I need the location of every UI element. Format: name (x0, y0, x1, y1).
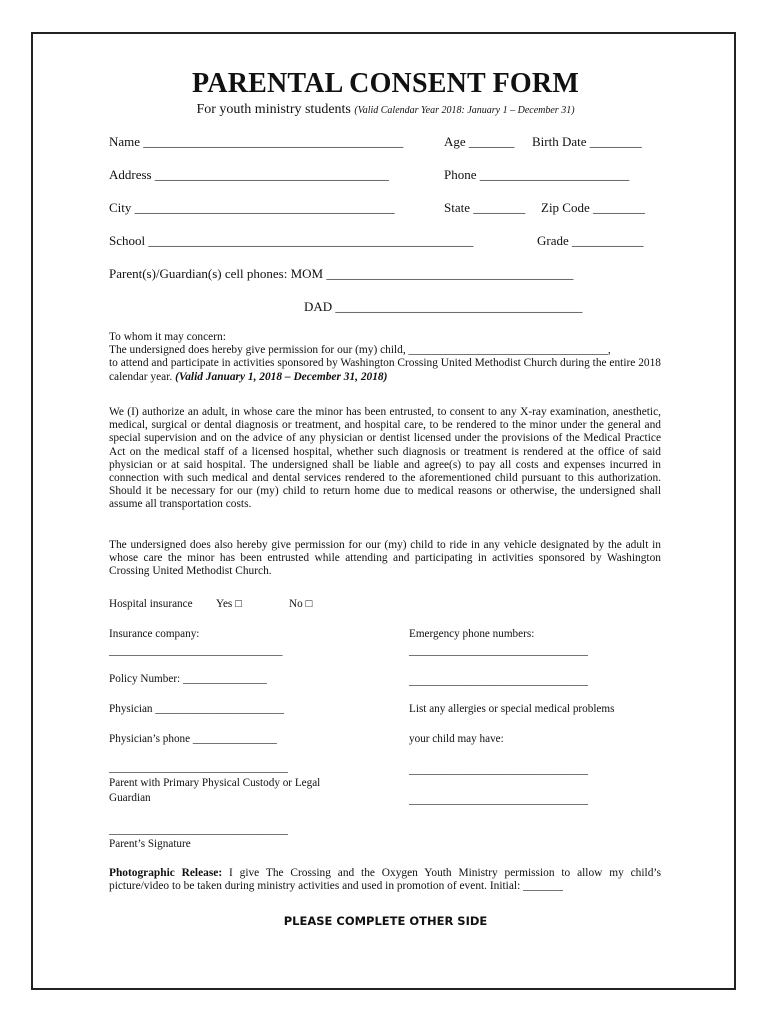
consent-child-line[interactable]: The undersigned does hereby give permission for our (my) child, ___________________________________, (109, 344, 611, 357)
parent-signature-label: Parent’s Signature (109, 838, 191, 850)
physician-field[interactable]: Physician _______________________ (109, 703, 284, 715)
photo-release-paragraph (109, 867, 661, 893)
emergency-phone-line-2[interactable]: ________________________________ (409, 675, 588, 687)
medical-authorization-paragraph: We (I) authorize an adult, in whose care the minor has been entrusted, to consent to any X-ray examination, anesthetic, medical, surgical or dental diagnosis or treatment, and hospital care, to be rendered to the minor under the general and special supervision and on the advice of any physician or dentist licensed under the provisions of the Medical Practice Act on the medical staff of a licensed hospital, whether such diagnosis or treatment is rendered at the office of said physician or at said hospital. The undersigned shall be liable and agree(s) to pay all costs and expenses incurred in connection with such medical and dental services rendered to the aforementioned child pursuant to this authorization. Should it be necessary for our (my) child to return home due to medical reasons or otherwise, the undersigned shall assume all transportation costs. (109, 406, 661, 511)
age-field[interactable]: Age _______ (444, 134, 515, 149)
form-title: PARENTAL CONSENT FORM (192, 68, 579, 99)
allergies-line-1[interactable]: ________________________________ (409, 764, 588, 776)
allergies-label: List any allergies or special medical problems (409, 703, 615, 715)
physician-phone-field[interactable]: Physician’s phone _______________ (109, 733, 277, 745)
consent-paragraph (109, 331, 661, 384)
insurance-no-checkbox[interactable]: No □ (289, 598, 313, 610)
custody-label: Parent with Primary Physical Custody or Legal (109, 777, 321, 789)
hospital-insurance-label: Hospital insurance (109, 598, 193, 610)
form-page (31, 32, 736, 990)
address-field[interactable]: Address ____________________________________ (109, 167, 389, 182)
photo-release-heading: Photographic Release: (109, 867, 223, 879)
subtitle-main: For youth ministry students (196, 102, 351, 117)
grade-field[interactable]: Grade ___________ (537, 233, 644, 248)
custody-label-2: Guardian (109, 792, 151, 804)
mom-phone-field[interactable]: Parent(s)/Guardian(s) cell phones: MOM ______________________________________ (109, 266, 574, 281)
policy-number-field[interactable]: Policy Number: _______________ (109, 673, 267, 685)
city-field[interactable]: City ________________________________________ (109, 200, 395, 215)
insurance-company-label: Insurance company: (109, 628, 200, 640)
insurance-company-line[interactable]: _______________________________ (109, 645, 283, 657)
zip-code-field[interactable]: Zip Code ________ (541, 200, 645, 215)
complete-other-side-note: PLEASE COMPLETE OTHER SIDE (283, 914, 488, 928)
consent-activities-text: to attend and participate in activities sponsored by Washington Crossing United Methodist Church during the entire 2018 calendar year. (109, 357, 661, 383)
school-field[interactable]: School __________________________________________________ (109, 233, 474, 248)
emergency-phone-label: Emergency phone numbers: (409, 628, 535, 640)
vehicle-permission-paragraph: The undersigned does also hereby give permission for our (my) child to ride in any vehicle designated by the adult in whose care the minor has been entrusted while attending and participating in activities sponsored by Washington Crossing United Methodist Church. (109, 539, 661, 578)
phone-field[interactable]: Phone _______________________ (444, 167, 630, 182)
subtitle-validity: (Valid Calendar Year 2018: January 1 – December 31) (354, 105, 575, 116)
parent-signature-line[interactable]: ________________________________ (109, 824, 288, 836)
insurance-yes-checkbox[interactable]: Yes □ (216, 598, 242, 610)
dad-phone-field[interactable]: DAD ______________________________________ (304, 299, 583, 314)
birth-date-field[interactable]: Birth Date ________ (532, 134, 642, 149)
form-subtitle (33, 102, 738, 118)
consent-validity: (Valid January 1, 2018 – December 31, 2018) (175, 370, 388, 383)
consent-greeting: To whom it may concern: (109, 331, 226, 343)
name-field[interactable]: Name ________________________________________ (109, 134, 404, 149)
emergency-phone-line-1[interactable]: ________________________________ (409, 645, 588, 657)
allergies-label-2: your child may have: (409, 733, 504, 745)
custody-signature-line[interactable]: ________________________________ (109, 762, 288, 774)
state-field[interactable]: State ________ (444, 200, 526, 215)
photo-release-text: I give The Crossing and the Oxygen Youth Ministry permission to allow my child’s picture/video to be taken during ministry activities and used in promotion of event. Initial: _______ (109, 867, 661, 893)
allergies-line-2[interactable]: ________________________________ (409, 794, 588, 806)
